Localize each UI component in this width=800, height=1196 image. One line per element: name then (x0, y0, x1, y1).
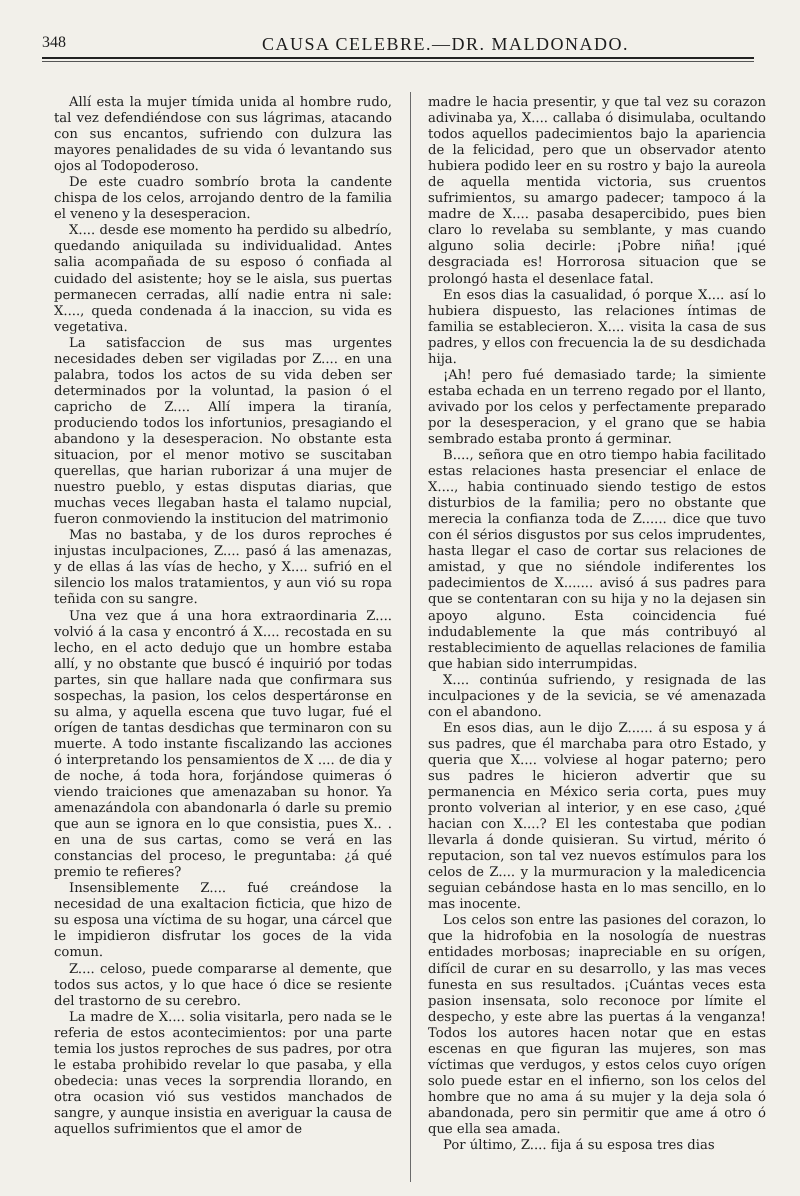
header-rule-thin (42, 61, 754, 62)
paragraph: Por último, Z.... fija á su esposa tres dias (443, 1138, 715, 1154)
paragraph: En esos dias, aun le dijo Z...... á su esposa y á sus padres, que él marchaba para otro Estado, y queria que X.... volviese al hogar paterno; pero sus padres le hicieron advertir que su permanencia en México seria corta, pues muy pronto volverian al interior, y en ese caso, ¿qué hacian con X....? El les contestaba que podian llevarla á donde quisieran. Su virtud, mérito ó reputacion, son tal vez nuevos estímulos para los celos de Z.... y la murmuracion y la maledicencia seguian cebándose hasta en lo mas sencillo, en lo mas inocente. (428, 720, 766, 913)
paragraph: Mas no bastaba, y de los duros reproches é injustas inculpaciones, Z.... pasó á las amenazas, y de ellas á las vías de hecho, y X.... sufrió en el silencio los malos tratamientos, y aun vió su ropa teñida con su sangre. (54, 528, 392, 608)
paragraph: Los celos son entre las pasiones del corazon, lo que la hidrofobia en la nosología de nuestras entidades morbosas; inapreciable en su orígen, difícil de curar en su desarrollo, y las mas veces funesta en sus resultados. ¡Cuántas veces esta pasion insensata, solo reconoce por límite el despecho, y este abre las puertas á la venganza! Todos los autores hacen notar que en estas escenas en que figuran las mujeres, son mas víctimas que verdugos, y estos celos cuyo orígen solo puede estar en el infierno, son los celos del hombre que no ama á su mujer y la deja sola ó abandonada, pero sin permitir que ame á otro ó que ella sea amada. (428, 913, 766, 1137)
paragraph: B...., señora que en otro tiempo habia facilitado estas relaciones hasta presenciar el enlace de X...., habia continuado siendo testigo de estos disturbios de la familia; pero no obstante que merecia la confianza toda de Z...... dice que tuvo con él sérios disgustos por sus celos imprudentes, hasta llegar el caso de cortar sus relaciones de amistad, y que no siéndole indiferentes los padecimientos de X....... avisó á sus padres para que se contentaran con su hija y no la dejasen sin apoyo alguno. Esta coincidencia fué indudablemente la que más contribuyó al restablecimiento de aquellas relaciones de familia que habian sido interrumpidas. (428, 448, 766, 672)
page-header (42, 18, 754, 58)
paragraph: La satisfaccion de sus mas urgentes necesidades deben ser vigiladas por Z.... en una palabra, todos los actos de su vida deben ser determinados por la voluntad, la pasion ó el capricho de Z.... Allí impera la tiranía, produciendo todos los infortunios, presagiando el abandono y la desesperacion. No obstante esta situacion, por el menor motivo se suscitaban querellas, que harian ruborizar á una mujer de nuestro pueblo, y estas disputas diarias, que muchas veces llegaban hasta el talamo nupcial, fueron conmoviendo la institucion del matrimonio (54, 335, 392, 528)
running-title: CAUSA CELEBRE.—DR. MALDONADO. (262, 34, 630, 54)
column-divider (410, 92, 411, 1182)
left-column (54, 95, 392, 1138)
header-rule-thick (42, 57, 754, 59)
paragraph: La madre de X.... solia visitarla, pero nada se le referia de estos acontecimientos: por una parte temia los justos reproches de sus padres, por otra le estaba prohibido revelar lo que pasaba, y ella obedecia: unas veces la sorprendia llorando, en otra ocasion vió sus vestidos manchados de sangre, y aunque insistia en averiguar la causa de aquellos sufrimientos que el amor de (54, 1009, 392, 1137)
paragraph: madre le hacia presentir, y que tal vez su corazon adivinaba ya, X.... callaba ó disimulaba, ocultando todos aquellos padecimientos bajo la apariencia de la felicidad, pero que un observador atento hubiera podido leer en su rostro y bajo la aureola de aquella mentida victoria, sus cruentos sufrimientos, su amargo padecer; tampoco á la madre de X.... pasaba desapercibido, pues bien claro lo revelaba su semblante, y mas cuando alguno solia decirle: ¡Pobre niña! ¡qué desgraciada es! Horrorosa situacion que se prolongó hasta el desenlace fatal. (428, 95, 766, 287)
paragraph: Allí esta la mujer tímida unida al hombre rudo, tal vez defendiéndose con sus lágrimas, atacando con sus encantos, sufriendo con dulzura las mayores penalidades de su vida ó levantando sus ojos al Todopoderoso. (54, 95, 392, 175)
paragraph: X.... desde ese momento ha perdido su albedrío, quedando aniquilada su individualidad. Antes salia acompañada de su esposo ó confiada al cuidado del asistente; hoy se le aisla, sus puertas permanecen cerradas, allí nadie entra ni sale: X...., queda condenada á la inaccion, su vida es vegetativa. (54, 223, 392, 335)
paragraph: Z.... celoso, puede compararse al demente, que todos sus actos, y lo que hace ó dice se resiente del trastorno de su cerebro. (54, 961, 392, 1009)
paragraph: ¡Ah! pero fué demasiado tarde; la simiente estaba echada en un terreno regado por el llanto, avivado por los celos y perfectamente preparado por la desesperacion, y el grano que se habia sembrado estaba pronto á germinar. (428, 367, 766, 447)
page-number: 348 (42, 34, 66, 51)
paragraph: Insensiblemente Z.... fué creándose la necesidad de una exaltacion ficticia, que hizo de su esposa una víctima de su hogar, una cárcel que le impidieron disfrutar los goces de la vida comun. (54, 881, 392, 961)
paragraph: De este cuadro sombrío brota la candente chispa de los celos, arrojando dentro de la familia el veneno y la desesperacion. (54, 175, 392, 223)
paragraph: Una vez que á una hora extraordinaria Z.... volvió á la casa y encontró á X.... recostada en su lecho, en el acto dedujo que un hombre estaba allí, y no obstante que buscó é inquirió por todas partes, sin que hallare nada que confirmara sus sospechas, la pasion, los celos despertáronse en su alma, y aquella escena que tuvo lugar, fué el orígen de tantas desdichas que terminaron con su muerte. A todo instante fiscalizando las acciones ó interpretando los pensamientos de X .... de dia y de noche, á toda hora, forjándose quimeras ó viendo traiciones que amenazaban su honor. Ya amenazándola con abandonarla ó darle su premio que aun se ignora en lo que consistia, pues X.. . en una de sus cartas, como se verá en las constancias del proceso, le preguntaba: ¿á qué premio te refieres? (54, 608, 392, 881)
paragraph: En esos dias la casualidad, ó porque X.... así lo hubiera dispuesto, las relaciones íntimas de familia se establecieron. X.... visita la casa de sus padres, y ellos con frecuencia la de su desdichada hija. (428, 287, 766, 367)
paragraph: X.... continúa sufriendo, y resignada de las inculpaciones y de la sevicia, se vé amenazada con el abandono. (428, 672, 766, 720)
right-column (428, 95, 766, 1154)
